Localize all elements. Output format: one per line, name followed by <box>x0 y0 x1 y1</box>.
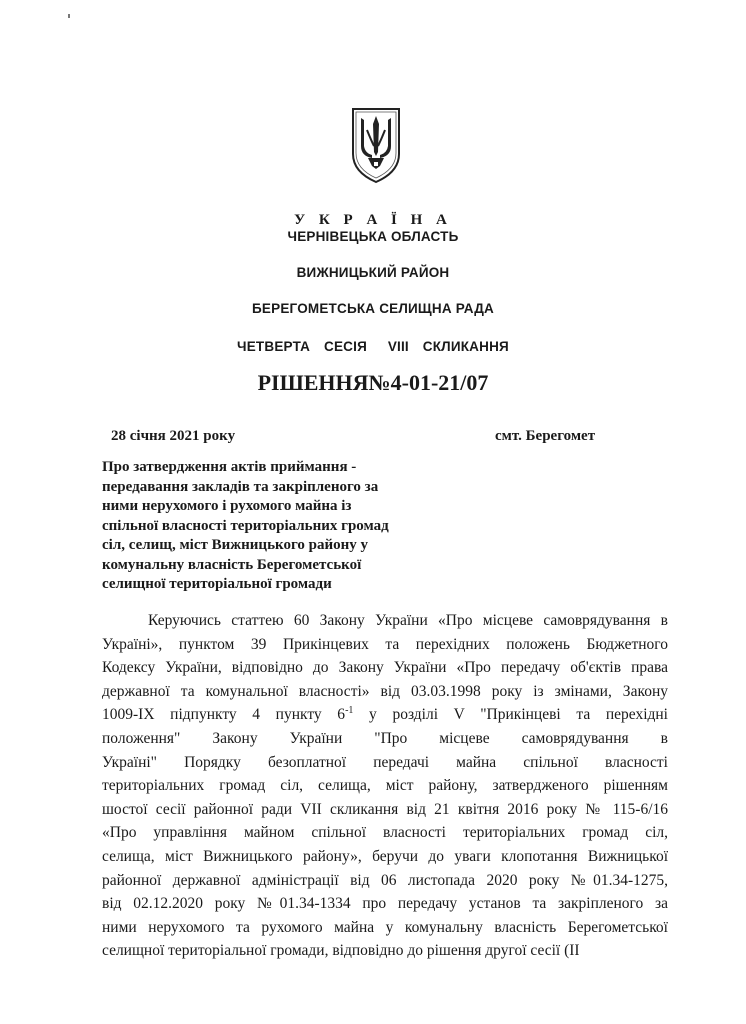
subject-line: передавання закладів та закріпленого за <box>102 478 379 495</box>
superscript: -1 <box>345 705 354 717</box>
decision-place: смт. Берегомет <box>495 428 596 444</box>
body-line: Україні" Порядку безоплатної передачі майна спільної власності <box>102 753 668 771</box>
body-line: положення" Закону України "Про місцеве самоврядування в <box>102 729 668 747</box>
oblast-title: ЧЕРНІВЕЦЬКА ОБЛАСТЬ <box>287 229 459 244</box>
subject-line: комунальну власність Берегометської <box>102 556 362 573</box>
rayon-title: ВИЖНИЦЬКИЙ РАЙОН <box>296 265 450 280</box>
body-line: «Про управління майном спільної власності територіальних громад сіл, <box>102 824 668 842</box>
decision-number: РІШЕННЯ№4-01-21/07 <box>257 370 489 395</box>
session-title: ЧЕТВЕРТА СЕСІЯ VIII СКЛИКАННЯ <box>237 339 509 354</box>
body-line: Україні», пунктом 39 Прикінцевих та перехідних положень Бюджетного <box>102 635 668 653</box>
body-line: Керуючись статтею 60 Закону України «Про місцеве самоврядування в <box>148 612 668 629</box>
council-title: БЕРЕГОМЕТСЬКА СЕЛИЩНА РАДА <box>252 301 494 316</box>
body-line: селища, міст Вижницького району», беручи до уваги клопотання Вижницької <box>102 847 668 865</box>
subject-line: спільної власності територіальних громад <box>102 517 389 534</box>
body-line: Кодексу України, відповідно до Закону України «Про передачу об'єктів права <box>102 659 668 677</box>
body-line: від 02.12.2020 року №01.34-1334 про передачу установ та закріпленого за <box>102 895 668 913</box>
body-line: селищної територіальної громади, відповідно до рішення другої сесії (II <box>102 942 580 960</box>
body-text: 1009-ІХ підпункту 4 пункту 6 <box>102 706 346 724</box>
body-line: ними нерухомого та рухомого майна у комунальну власність Берегометської <box>102 918 668 936</box>
body-line: державної та комунальної власності» від 03.03.1998 року із змінами, Закону <box>102 682 668 700</box>
decision-date: 28 січня 2021 року <box>111 428 236 444</box>
trident-coat-of-arms-icon <box>350 106 402 184</box>
decision-body <box>102 609 668 963</box>
body-line: районної державної адміністрації від 06 листопада 2020 року №01.34-1275, <box>102 871 668 889</box>
scan-speck <box>68 14 70 18</box>
subject-line: ними нерухомого і рухомого майна із <box>102 498 352 514</box>
body-text: у розділі V "Прикінцеві та перехідні <box>353 706 668 724</box>
subject-line: сіл, селищ, міст Вижницького району у <box>102 537 369 553</box>
body-line: територіальних громад сіл, селища, міст району, затвердженого рішенням <box>102 777 668 795</box>
decision-subject <box>102 458 442 595</box>
body-line: шостої сесії районної ради VII скликання від 21 квітня 2016 року № 115-6/16 <box>102 800 668 818</box>
subject-line: Про затвердження актів приймання - <box>102 459 357 475</box>
body-line-with-superscript <box>102 703 668 727</box>
subject-line: селищної територіальної громади <box>102 576 332 592</box>
country-title: У К Р А Ї Н А <box>294 212 452 228</box>
